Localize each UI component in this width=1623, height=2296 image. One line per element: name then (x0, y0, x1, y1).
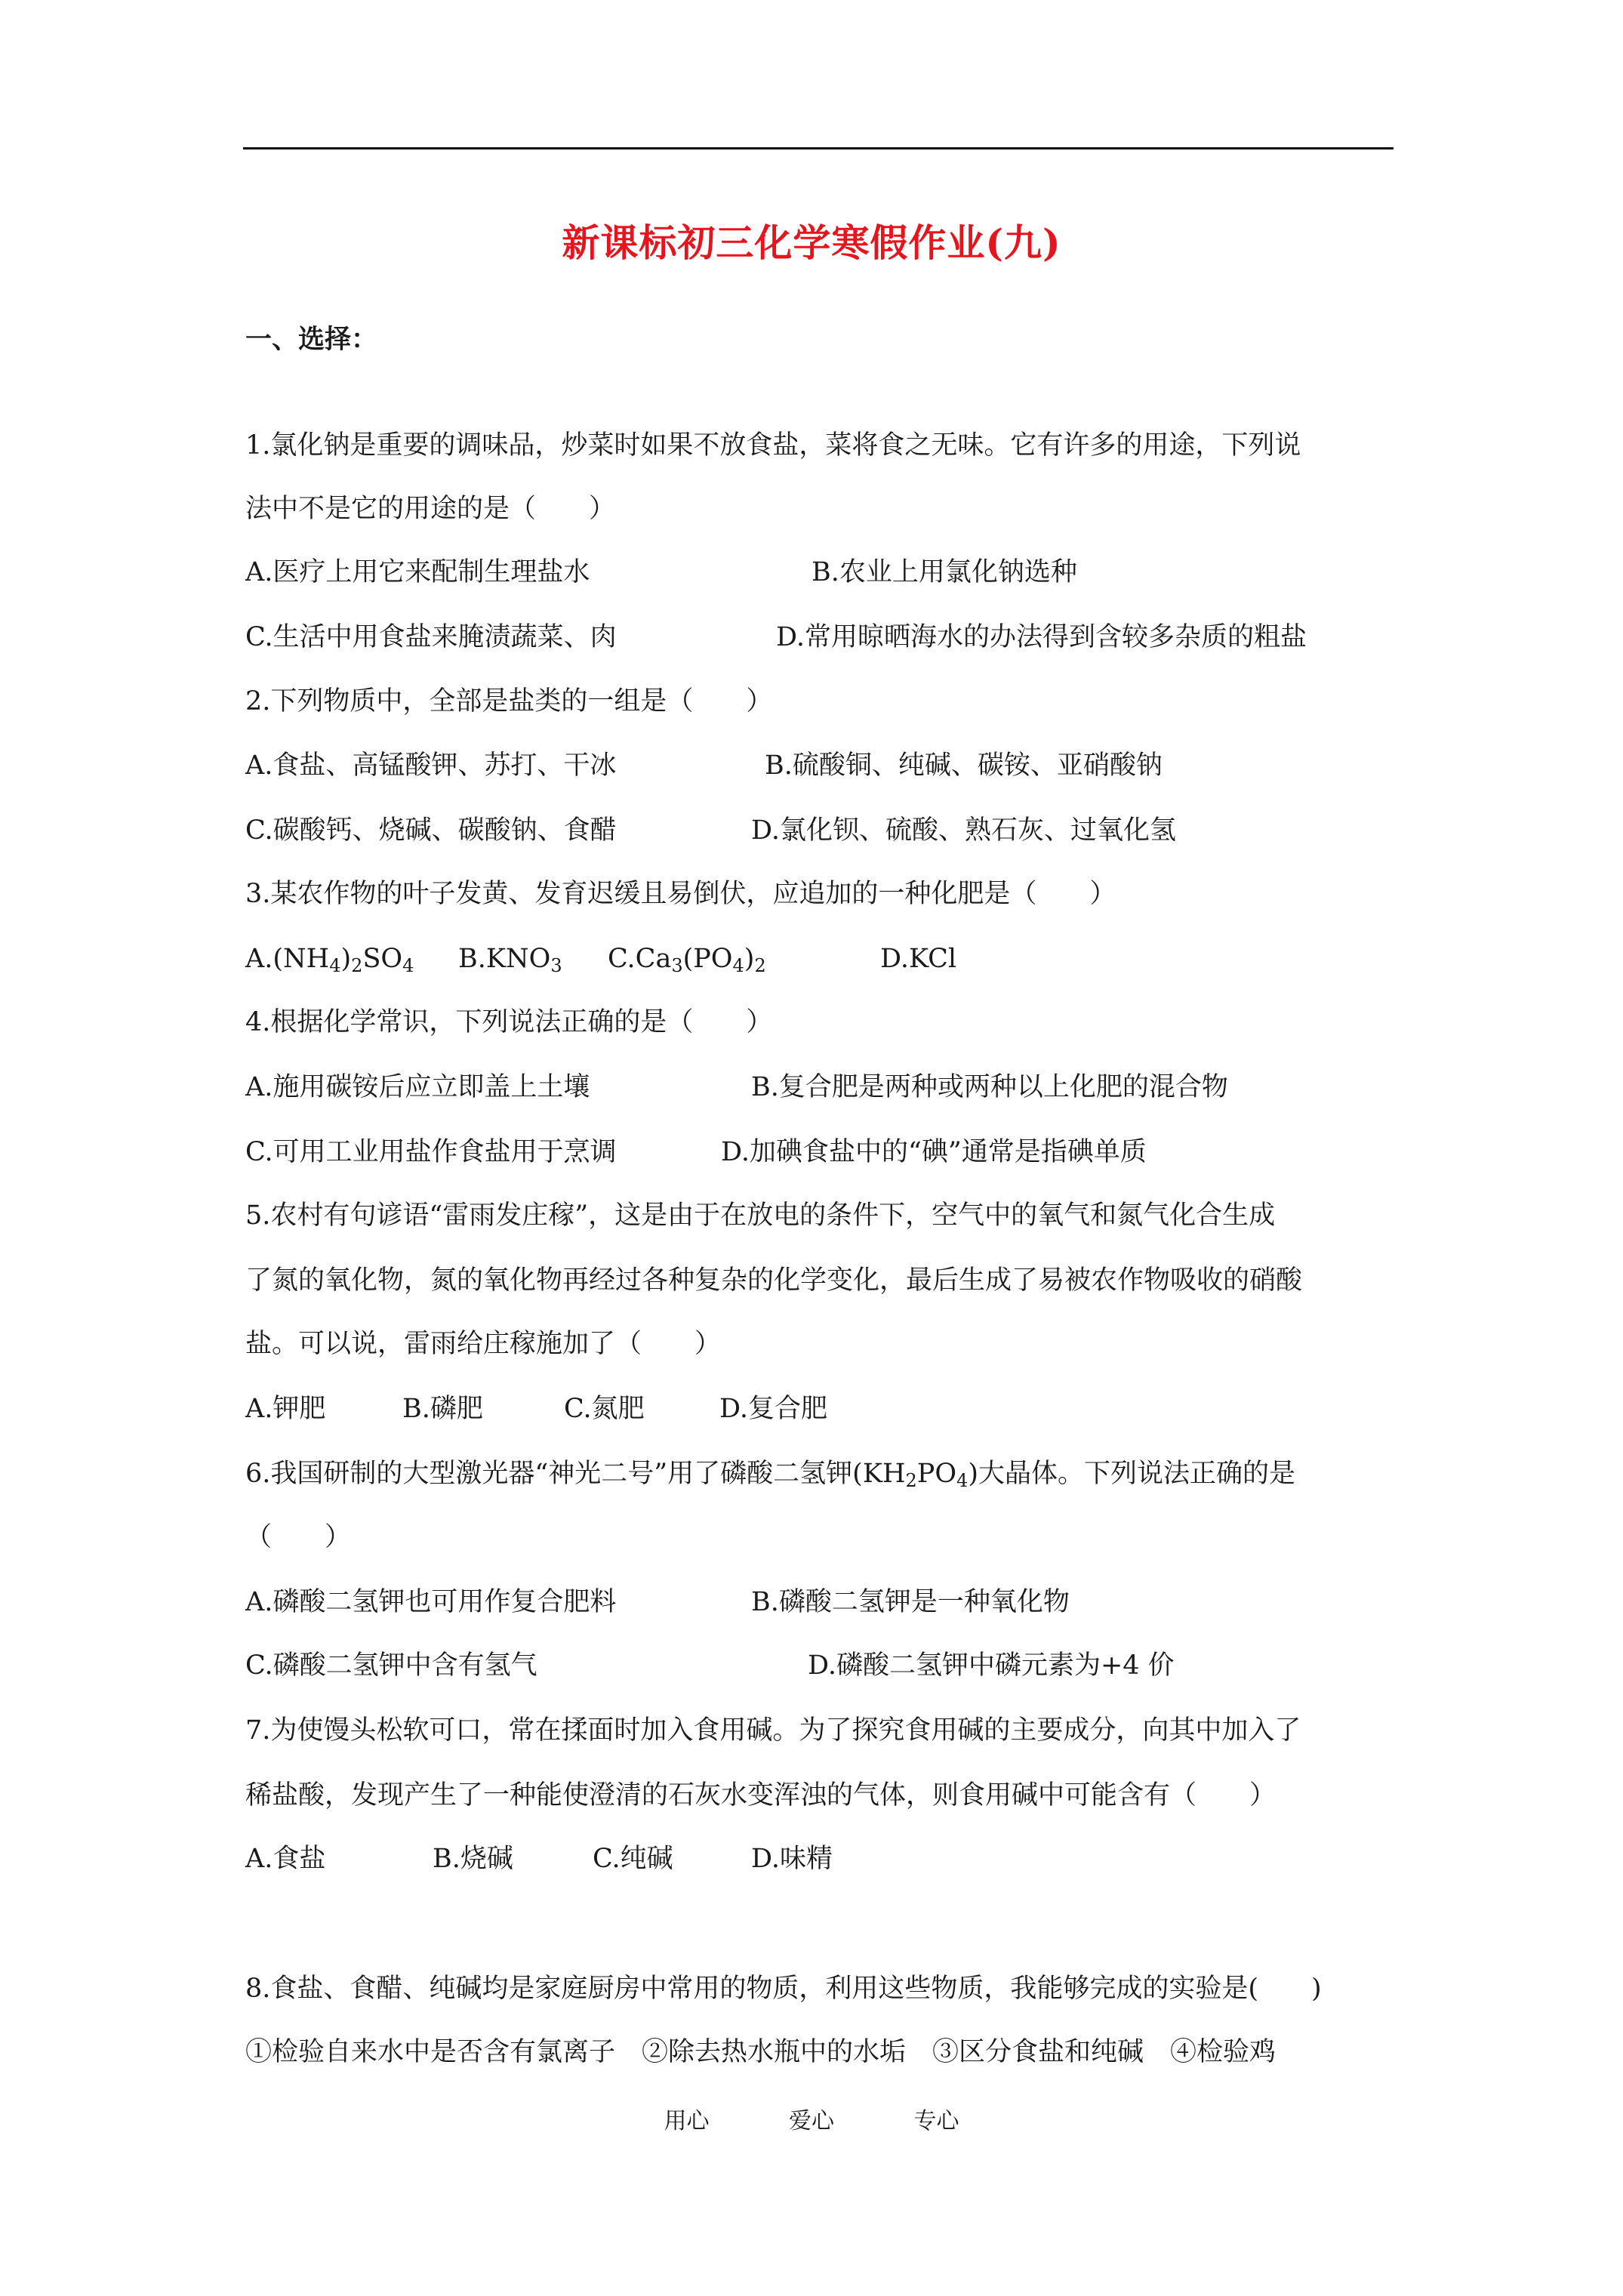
q5-option-d: D.复合肥 (719, 1394, 827, 1424)
q7-option-d: D.味精 (751, 1844, 833, 1874)
page-title: 新课标初三化学寒假作业(九) (562, 220, 1061, 265)
q2-stem: 2.下列物质中，全部是盐类的一组是（ ） (245, 686, 773, 717)
q2-option-a: A.食盐、高锰酸钾、苏打、干冰 (245, 750, 617, 781)
q3-option-d: D.KCl (880, 944, 957, 974)
q4-option-a: A.施用碳铵后应立即盖上土壤 (245, 1072, 590, 1102)
q5-stem-line3: 盐。可以说，雷雨给庄稼施加了（ ） (245, 1329, 722, 1359)
footer-text: 用心 (664, 2108, 710, 2134)
q5-option-c: C.氮肥 (564, 1394, 645, 1424)
q6-option-c: C.磷酸二氢钾中含有氢气 (245, 1650, 537, 1681)
q7-stem-line1: 7.为使馒头松软可口，常在揉面时加入食用碱。为了探究食用碱的主要成分，向其中加入了 (245, 1715, 1301, 1746)
page-footer (0, 2102, 1623, 2135)
q1-stem-line2: 法中不是它的用途的是（ ） (245, 494, 616, 524)
section-heading: 一、选择： (245, 324, 378, 355)
q3-option-c: $C.Ca_3(PO_4)_2$ (608, 944, 766, 976)
header-rule (243, 147, 1394, 149)
q4-option-b: B.复合肥是两种或两种以上化肥的混合物 (751, 1072, 1228, 1102)
q2-option-b: B.硫酸铜、纯碱、碳铵、亚硝酸钠 (765, 750, 1163, 781)
q5-stem-line2: 了氮的氧化物，氮的氧化物再经过各种复杂的化学变化，最后生成了易被农作物吸收的硝酸 (245, 1265, 1303, 1296)
q1-option-b: B.农业上用氯化钠选种 (812, 557, 1077, 587)
q4-option-d: D.加碘食盐中的“碘”通常是指碘单质 (721, 1137, 1147, 1167)
q3-option-b: $B.KNO_3$ (458, 944, 562, 976)
q6-stem-line2: （ ） (245, 1522, 352, 1552)
q1-option-a: A.医疗上用它来配制生理盐水 (245, 557, 590, 587)
q7-stem-line2: 稀盐酸，发现产生了一种能使澄清的石灰水变浑浊的气体，则食用碱中可能含有（ ） (245, 1780, 1277, 1811)
q7-option-a: A.食盐 (245, 1844, 326, 1874)
q5-option-a: A.钾肥 (245, 1394, 326, 1424)
q6-option-a: A.磷酸二氢钾也可用作复合肥料 (245, 1587, 617, 1617)
footer-text: 爱心 (789, 2108, 834, 2134)
footer-text: 专心 (913, 2108, 959, 2134)
q5-stem-line1: 5.农村有句谚语“雷雨发庄稼”，这是由于在放电的条件下，空气中的氧气和氮气化合生成 (245, 1200, 1276, 1231)
q6-option-d: D.磷酸二氢钾中磷元素为+4 价 (808, 1650, 1175, 1681)
q8-line2: ①检验自来水中是否含有氯离子 ②除去热水瓶中的水垢 ③区分食盐和纯碱 ④检验鸡 (245, 2037, 1277, 2067)
q1-option-c: C.生活中用食盐来腌渍蔬菜、肉 (245, 622, 617, 652)
q5-option-b: B.磷肥 (402, 1394, 483, 1424)
q7-option-b: B.烧碱 (433, 1844, 513, 1874)
q1-option-d: D.常用晾晒海水的办法得到含较多杂质的粗盐 (776, 622, 1307, 652)
q8-stem: 8.食盐、食醋、纯碱均是家庭厨房中常用的物质，利用这些物质，我能够完成的实验是( ) (245, 1974, 1322, 2004)
q6-option-b: B.磷酸二氢钾是一种氧化物 (751, 1587, 1070, 1617)
q3-option-a: $A.(NH_4)_2SO_4$ (245, 944, 414, 976)
q4-option-c: C.可用工业用盐作食盐用于烹调 (245, 1137, 617, 1167)
q2-option-d: D.氯化钡、硫酸、熟石灰、过氧化氢 (751, 815, 1176, 846)
q1-stem-line1: 1.氯化钠是重要的调味品，炒菜时如果不放食盐，菜将食之无味。它有许多的用途，下列说 (245, 430, 1301, 461)
q7-option-c: C.纯碱 (593, 1844, 673, 1874)
q3-stem: 3.某农作物的叶子发黄、发育迟缓且易倒伏，应追加的一种化肥是（ ） (245, 879, 1116, 909)
q2-option-c: C.碳酸钙、烧碱、碳酸钠、食醋 (245, 815, 617, 846)
q6-stem-line1: 6.我国研制的大型激光器“神光二号”用了磷酸二氢钾$(KH_2PO_4)$大晶体。下列说法正确的是 (245, 1459, 1295, 1491)
q4-stem: 4.根据化学常识，下列说法正确的是（ ） (245, 1007, 773, 1037)
